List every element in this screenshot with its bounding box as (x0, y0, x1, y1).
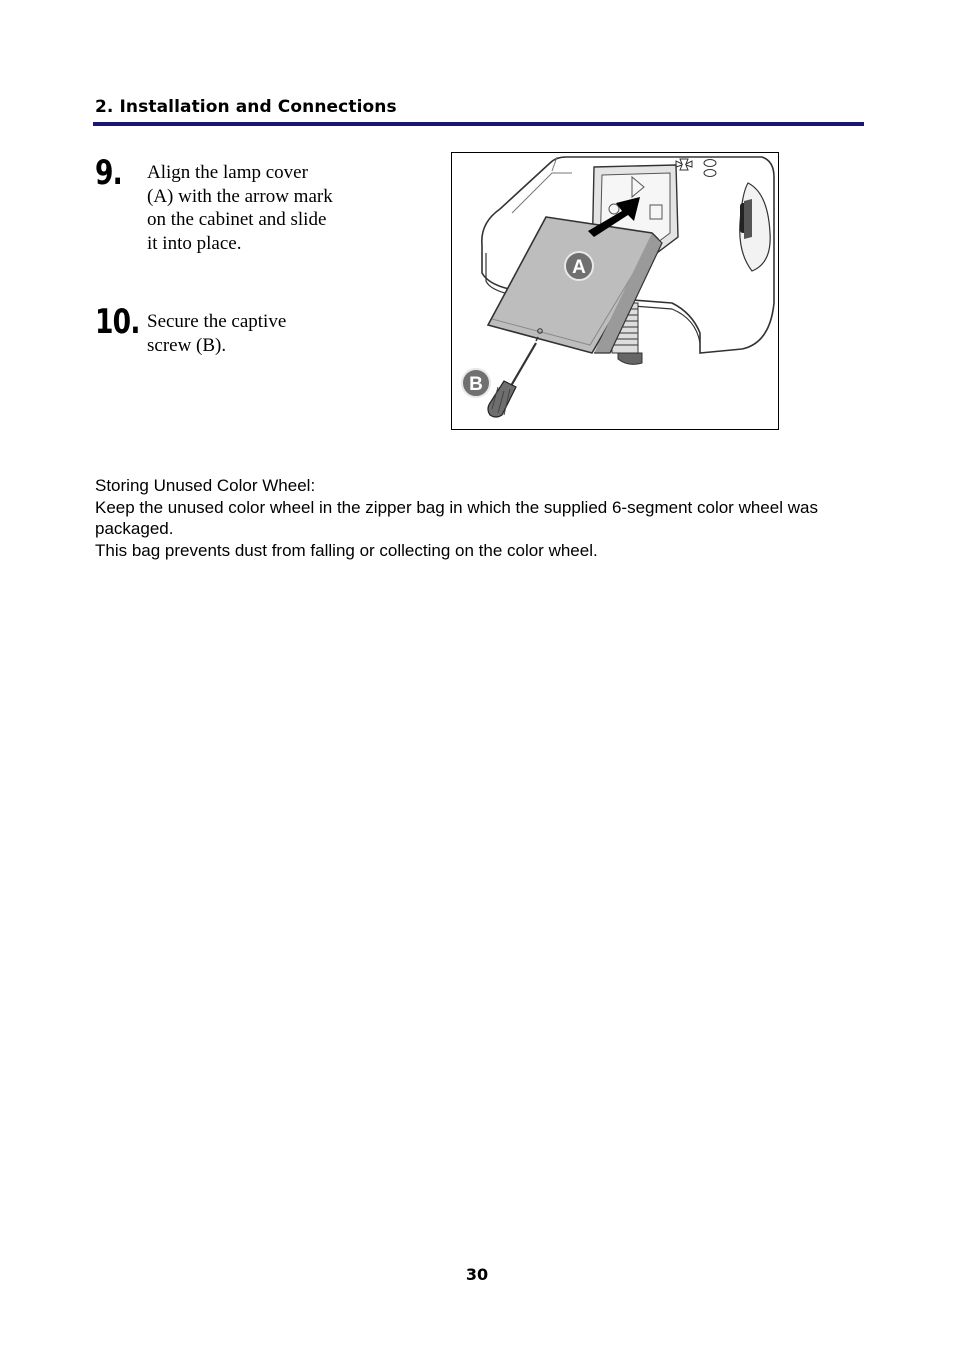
step-10-number: 10. (95, 302, 140, 342)
callout-b-badge (462, 369, 490, 397)
page-number: 30 (465, 1265, 489, 1284)
callout-a-badge (565, 252, 593, 280)
note-title: Storing Unused Color Wheel: (95, 476, 316, 495)
step-9-text: Align the lamp cover (A) with the arrow mark on the cabinet and slide it into place. (147, 162, 333, 254)
header-rule (93, 122, 864, 126)
color-wheel-note (95, 475, 855, 561)
note-line: Keep the unused color wheel in the zipper bag in which the supplied 6-segment color wheel was packaged. (95, 497, 818, 538)
section-title: 2. Installation and Connections (95, 97, 397, 117)
callout-a-label: A (572, 257, 586, 278)
lamp-cover-illustration (451, 152, 779, 430)
callout-b-label: B (469, 374, 483, 395)
projector-drawing (452, 153, 778, 429)
step-9-number: 9. (95, 153, 122, 193)
step-10-text: Secure the captive screw (B). (147, 311, 287, 356)
note-line: This bag prevents dust from falling or collecting on the color wheel. (95, 540, 598, 560)
